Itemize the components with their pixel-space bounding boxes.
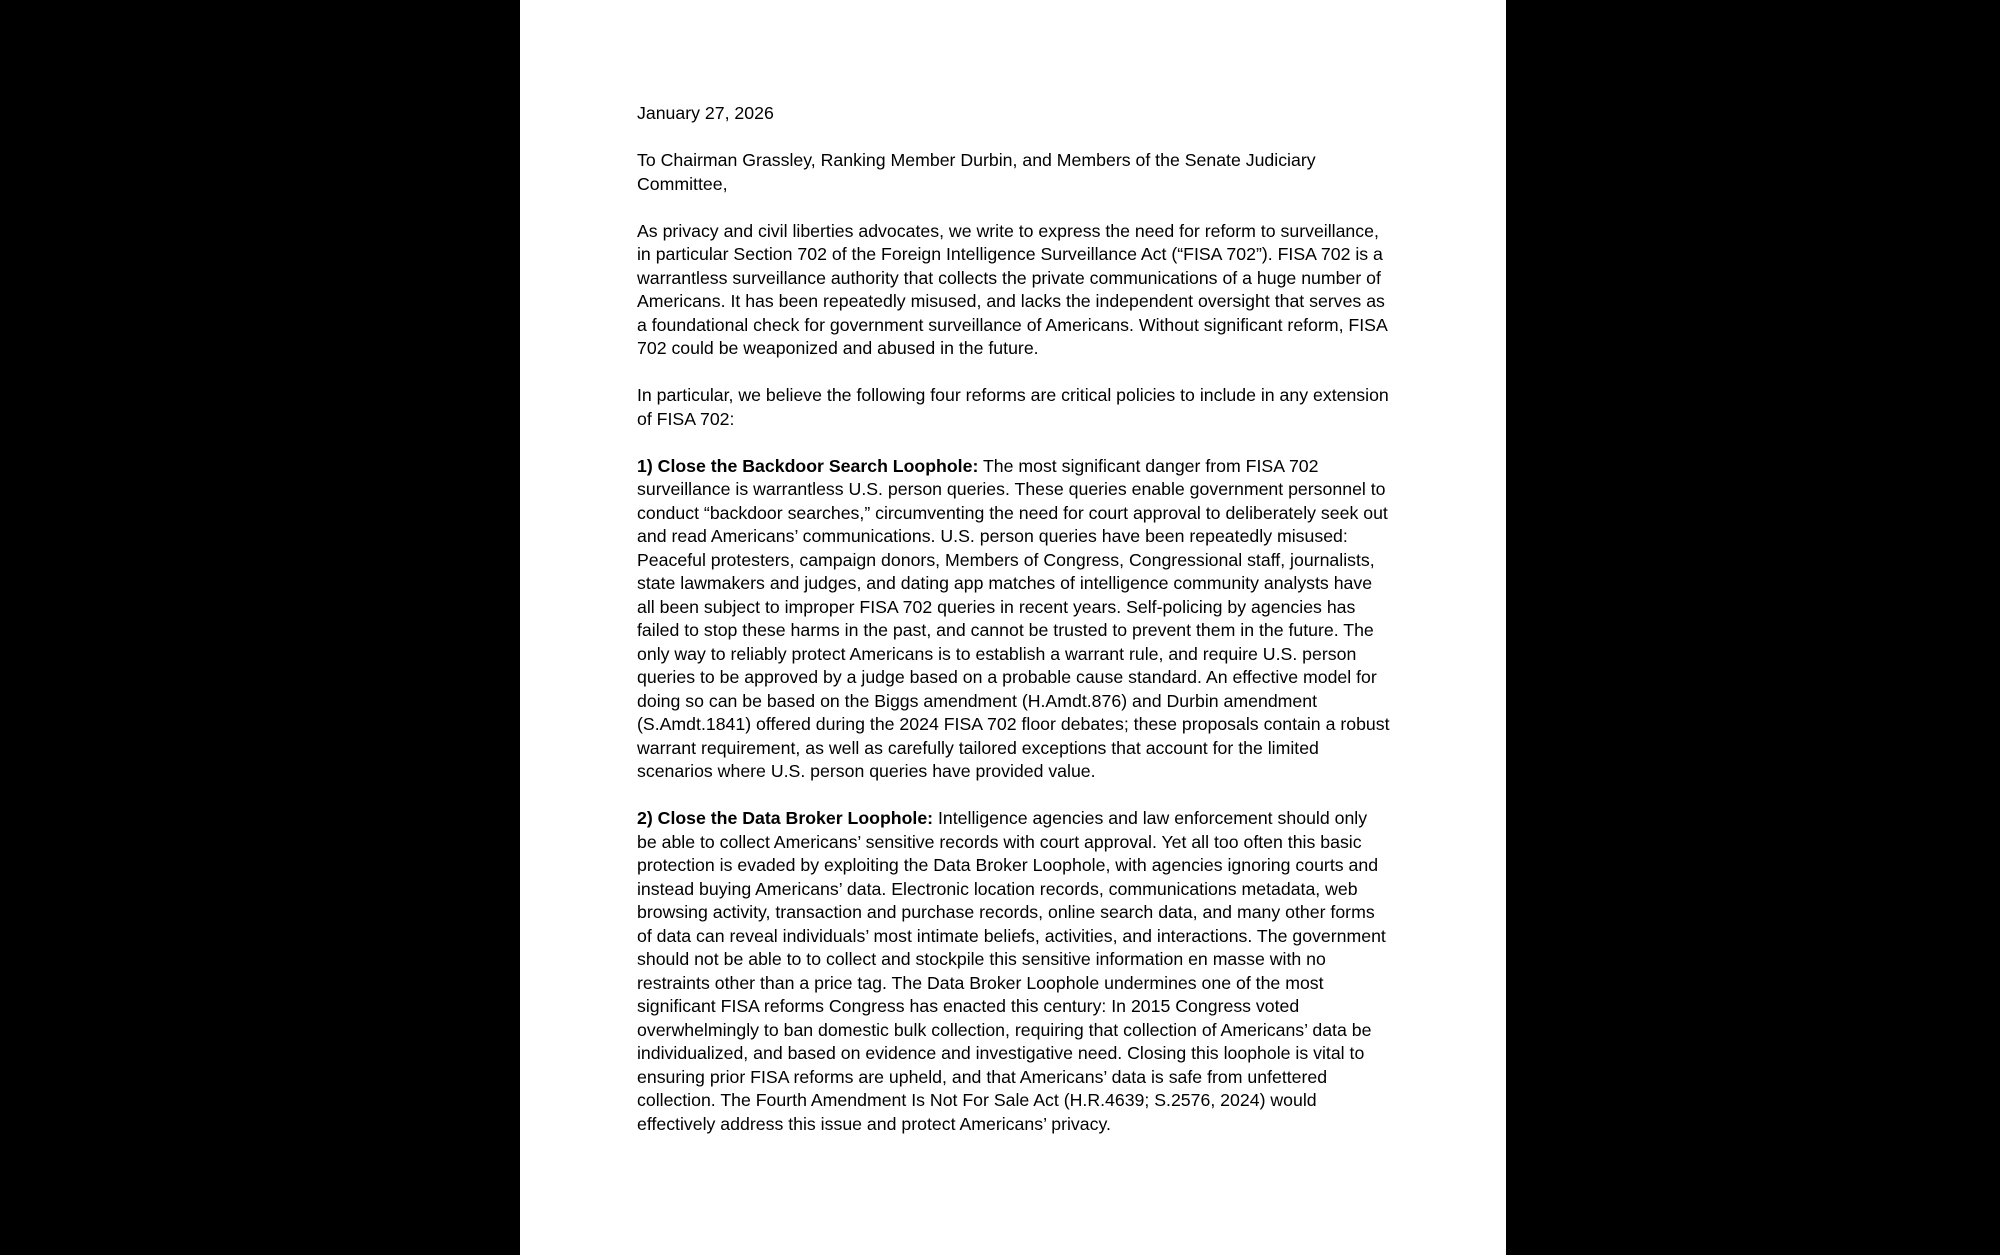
section-text-data-broker: Intelligence agencies and law enforcement should only be able to collect Americans’ sensitive records with court approval. Yet all too often this basic protection is evaded by exploiting the Data Broker Loophole, with agencies ignoring courts and instead buying Americans’ data. Electronic location records, communications metadata, web browsing activity, transaction and purchase records, online search data, and many other forms of data can reveal individuals’ most intimate beliefs, activities, and interactions. The government should not be able to to collect and stockpile this sensitive information en masse with no restraints other than a price tag. The Data Broker Loophole undermines one of the most significant FISA reforms Congress has enacted this century: In 2015 Congress voted overwhelmingly to ban domestic bulk collection, requiring that collection of Americans’ data be individualized, and based on evidence and investigative need. Closing this loophole is vital to ensuring prior FISA reforms are upheld, and that Americans’ data is safe from unfettered collection. The Fourth Amendment Is Not For Sale Act (H.R.4639; S.2576, 2024) would effectively address this issue and protect Americans’ privacy. — [637, 808, 1386, 1134]
section-text-backdoor-search: The most significant danger from FISA 702 surveillance is warrantless U.S. person queries. These queries enable government personnel to conduct “backdoor searches,” circumventing the need for court approval to deliberately seek out and read Americans’ communications. U.S. person queries have been repeatedly misused: Peaceful protesters, campaign donors, Members of Congress, Congressional staff, journalists, state lawmakers and judges, and dating app matches of intelligence community analysts have all been subject to improper FISA 702 queries in recent years. Self-policing by agencies has failed to stop these harms in the past, and cannot be trusted to prevent them in the future. The only way to reliably protect Americans is to establish a warrant rule, and require U.S. person queries to be approved by a judge based on a probable cause standard. An effective model for doing so can be based on the Biggs amendment (H.Amdt.876) and Durbin amendment (S.Amdt.1841) offered during the 2024 FISA 702 floor debates; these proposals contain a robust warrant requirement, as well as carefully tailored exceptions that account for the limited scenarios where U.S. person queries have provided value. — [637, 455, 1390, 781]
letterbox-left — [0, 0, 520, 1255]
letter-paragraph-backdoor-search — [637, 455, 1390, 784]
letter-paragraph-data-broker — [637, 807, 1390, 1136]
letter-body — [637, 102, 1390, 1160]
letterbox-right — [1506, 0, 2000, 1255]
document-page — [520, 0, 1506, 1255]
letter-date: January 27, 2026 — [637, 103, 774, 123]
section-heading-data-broker: 2) Close the Data Broker Loophole: — [637, 808, 934, 828]
letter-paragraph-reforms-leadin: In particular, we believe the following four reforms are critical policies to include in any extension of FISA 702: — [637, 385, 1389, 429]
letter-paragraph-intro: As privacy and civil liberties advocates, we write to express the need for reform to surveillance, in particular Section 702 of the Foreign Intelligence Surveillance Act (“FISA 702”). FISA 702 is a warrantless surveillance authority that collects the private communications of a huge number of Americans. It has been repeatedly misused, and lacks the independent oversight that serves as a foundational check for government surveillance of Americans. Without significant reform, FISA 702 could be weaponized and abused in the future. — [637, 220, 1387, 358]
section-heading-backdoor-search: 1) Close the Backdoor Search Loophole: — [637, 455, 979, 476]
letter-salutation: To Chairman Grassley, Ranking Member Durbin, and Members of the Senate Judiciary Committee, — [637, 150, 1316, 194]
